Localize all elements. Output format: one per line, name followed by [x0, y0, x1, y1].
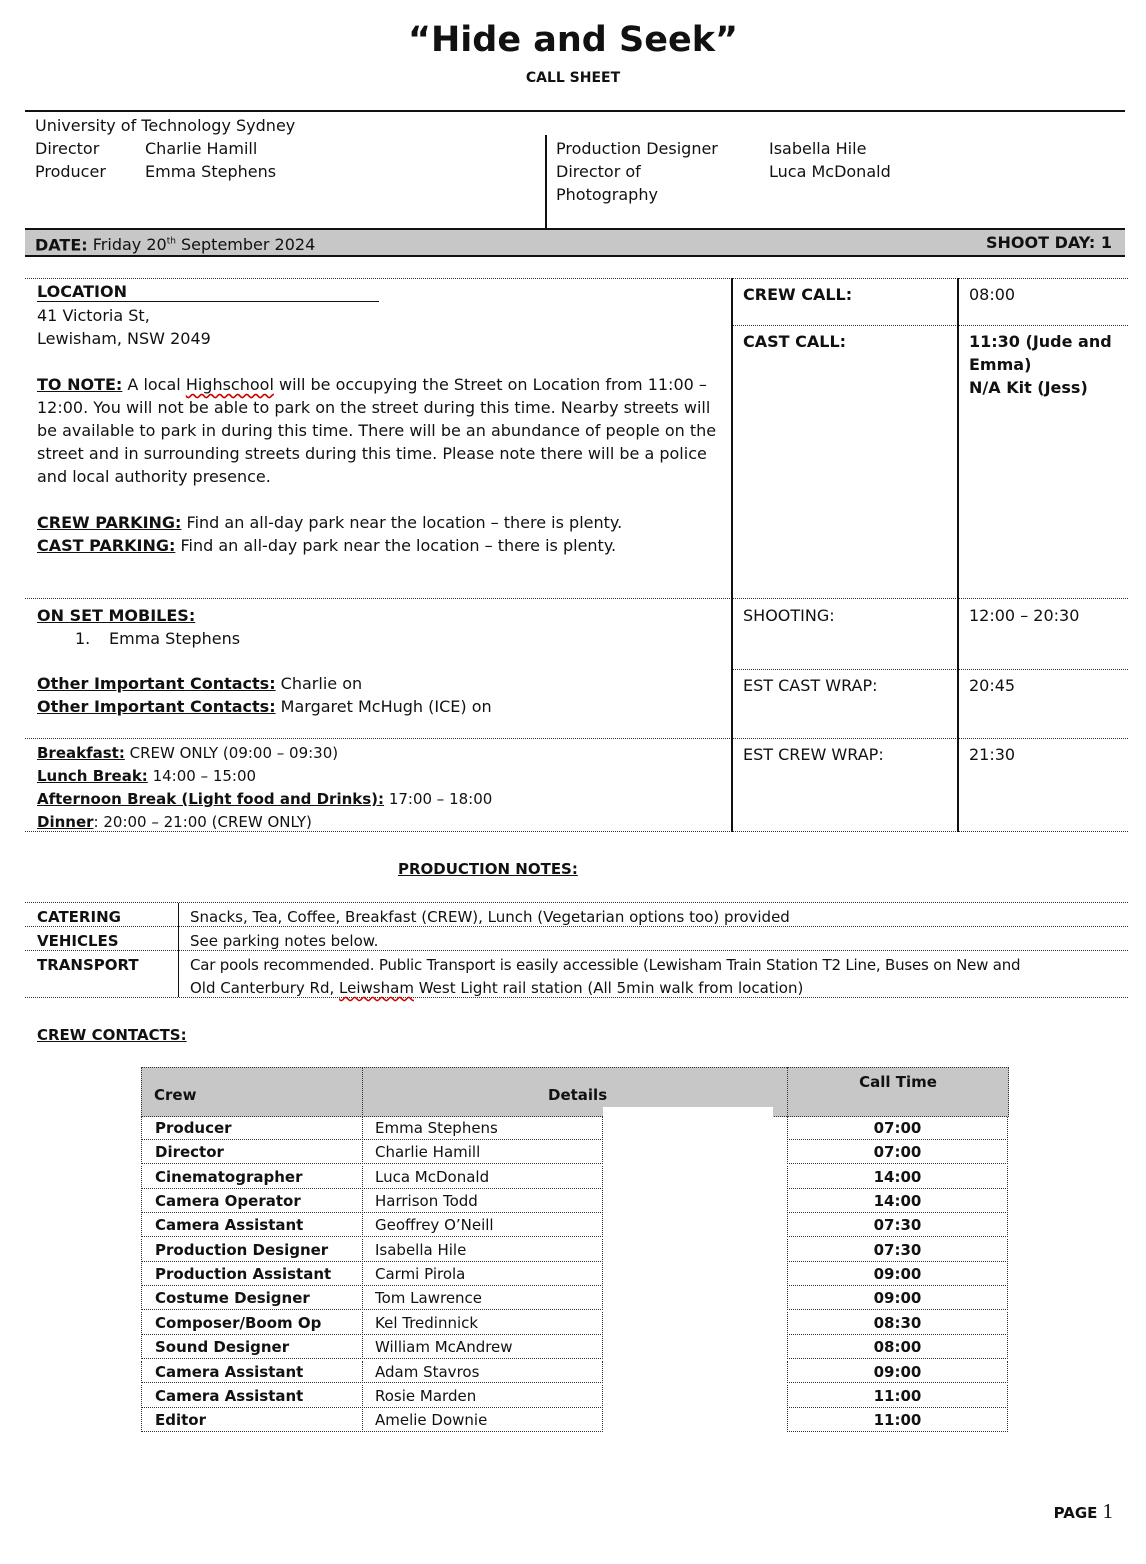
crew-role-cell: Costume Designer	[141, 1287, 363, 1310]
crew-call-time-cell: 07:00	[787, 1141, 1008, 1164]
important-contact-1: Other Important Contacts: Charlie on	[37, 674, 363, 693]
crew-role-cell: Sound Designer	[141, 1336, 363, 1359]
table-row	[0, 1190, 1146, 1214]
crew-name-cell: Kel Tredinnick	[362, 1312, 603, 1335]
crew-call-time-cell: 09:00	[787, 1287, 1008, 1310]
crew-wrap-value: 21:30	[969, 745, 1016, 764]
crew-col-line	[362, 1067, 363, 1117]
shooting-label: SHOOTING:	[743, 606, 835, 625]
grid-vline	[957, 278, 959, 832]
crew-wrap-label: EST CREW WRAP:	[743, 745, 884, 764]
crew-name-cell: Charlie Hamill	[362, 1141, 603, 1164]
shoot-date	[35, 231, 315, 256]
crew-role-cell: Camera Assistant	[141, 1385, 363, 1408]
location-address-2: Lewisham, NSW 2049	[37, 329, 211, 348]
crew-name-cell: William McAndrew	[362, 1336, 603, 1359]
designer-name: Isabella Hile	[769, 139, 867, 158]
grid-rule	[732, 669, 1128, 670]
cast-call-value-1: 11:30 (Jude and	[969, 332, 1112, 351]
catering-label: CATERING	[37, 908, 121, 926]
crew-name-cell: Amelie Downie	[362, 1409, 603, 1432]
table-row	[0, 1263, 1146, 1287]
crew-name-cell: Luca McDonald	[362, 1166, 603, 1189]
notes-vline	[178, 903, 179, 997]
cast-wrap-value: 20:45	[969, 676, 1016, 695]
crew-call-label: CREW CALL:	[743, 285, 853, 304]
location-heading: LOCATION	[37, 283, 379, 302]
production-notes-heading: PRODUCTION NOTES:	[398, 860, 578, 878]
page-number: 1	[1102, 1499, 1113, 1523]
crew-role-cell: Camera Assistant	[141, 1361, 363, 1384]
cast-call-value-3: N/A Kit (Jess)	[969, 378, 1088, 397]
crew-call-time-cell: 09:00	[787, 1263, 1008, 1286]
dop-name: Luca McDonald	[769, 162, 891, 181]
afternoon-break-line: Afternoon Break (Light food and Drinks): 17:00 – 18:00	[37, 790, 493, 808]
designer-role: Production Designer	[556, 139, 718, 158]
vehicles-label: VEHICLES	[37, 932, 119, 950]
grid-rule	[732, 325, 1128, 326]
mobiles-item: Emma Stephens	[109, 629, 241, 648]
crew-table-header-gap	[603, 1107, 773, 1117]
org-name: University of Technology Sydney	[35, 116, 296, 135]
mobiles-item-number: 1.	[75, 629, 91, 648]
table-row	[0, 1287, 1146, 1311]
table-row	[0, 1239, 1146, 1263]
crew-name-cell: Rosie Marden	[362, 1385, 603, 1408]
location-note: TO NOTE: A local Highschool will be occupying the Street on Location from 11:00 – 12:00. You will not be able to park on the street during this time. Nearby streets will be available to park in during this time. There will be an abundance of people on the street and in surrounding streets during this time. Please note there will be a police and local authority presence.	[37, 375, 717, 486]
table-row	[0, 1214, 1146, 1238]
crew-name-cell: Geoffrey O’Neill	[362, 1214, 603, 1237]
transport-label: TRANSPORT	[37, 956, 139, 974]
grid-vline	[731, 278, 733, 832]
table-row	[0, 1336, 1146, 1360]
producer-role: Producer	[35, 162, 106, 181]
director-name: Charlie Hamill	[145, 139, 258, 158]
table-row	[0, 1409, 1146, 1433]
table-row	[0, 1117, 1146, 1141]
page-footer	[1054, 1499, 1113, 1524]
important-contact-2: Other Important Contacts: Margaret McHugh (ICE) on	[37, 697, 492, 716]
crew-role-cell: Production Assistant	[141, 1263, 363, 1286]
crew-call-time-cell: 08:30	[787, 1312, 1008, 1335]
vehicles-value: See parking notes below.	[190, 932, 379, 950]
crew-parking: CREW PARKING: Find an all-day park near the location – there is plenty.	[37, 513, 623, 532]
crew-contacts-heading: CREW CONTACTS:	[37, 1026, 187, 1044]
producer-name: Emma Stephens	[145, 162, 277, 181]
call-time-col-header: Call Time	[859, 1073, 937, 1091]
crew-role-cell: Cinematographer	[141, 1166, 363, 1189]
crew-role-cell: Producer	[141, 1117, 363, 1140]
crew-call-time-cell: 11:00	[787, 1409, 1008, 1432]
crew-role-cell: Production Designer	[141, 1239, 363, 1262]
document-subtitle: CALL SHEET	[525, 70, 621, 86]
shooting-value: 12:00 – 20:30	[969, 606, 1080, 625]
director-role: Director	[35, 139, 100, 158]
transport-value-2: Old Canterbury Rd, Leiwsham West Light rail station (All 5min walk from location)	[190, 979, 804, 997]
crew-call-time-cell: 07:00	[787, 1117, 1008, 1140]
crew-call-time-cell: 14:00	[787, 1190, 1008, 1213]
dop-role: Director of Photography	[556, 162, 658, 204]
crew-name-cell: Adam Stavros	[362, 1361, 603, 1384]
shoot-day: SHOOT DAY: 1	[985, 233, 1112, 252]
details-col-header: Details	[548, 1086, 608, 1104]
crew-call-value: 08:00	[969, 285, 1016, 304]
crew-role-cell: Camera Assistant	[141, 1214, 363, 1237]
crew-call-time-cell: 08:00	[787, 1336, 1008, 1359]
mobiles-heading: ON SET MOBILES:	[37, 606, 196, 625]
crew-name-cell: Carmi Pirola	[362, 1263, 603, 1286]
crew-call-time-cell: 11:00	[787, 1385, 1008, 1408]
table-row	[0, 1361, 1146, 1385]
crew-name-cell: Harrison Todd	[362, 1190, 603, 1213]
grid-rule	[25, 278, 1128, 279]
page-label: PAGE	[1053, 1504, 1098, 1522]
document-title: “Hide and Seek”	[407, 20, 738, 60]
transport-value-1: Car pools recommended. Public Transport is easily accessible (Lewisham Train Station T2 Line, Buses on New and	[190, 956, 1021, 974]
grid-rule	[25, 598, 1128, 599]
header-top-rule	[25, 110, 1125, 112]
crew-role-cell: Director	[141, 1141, 363, 1164]
crew-role-cell: Editor	[141, 1409, 363, 1432]
crew-name-cell: Tom Lawrence	[362, 1287, 603, 1310]
dinner-line: Dinner: 20:00 – 21:00 (CREW ONLY)	[37, 813, 312, 831]
lunch-line: Lunch Break: 14:00 – 15:00	[37, 767, 257, 785]
location-address-1: 41 Victoria St,	[37, 306, 150, 325]
date-value: Friday 20th September 2024	[92, 235, 316, 255]
breakfast-line: Breakfast: CREW ONLY (09:00 – 09:30)	[37, 744, 339, 762]
cast-call-value-2: Emma)	[969, 355, 1032, 374]
crew-role-cell: Camera Operator	[141, 1190, 363, 1213]
table-row	[0, 1385, 1146, 1409]
catering-value: Snacks, Tea, Coffee, Breakfast (CREW), Lunch (Vegetarian options too) provided	[190, 908, 790, 926]
grid-rule	[25, 738, 1128, 739]
crew-call-time-cell: 09:00	[787, 1361, 1008, 1384]
notes-rule	[25, 902, 1128, 903]
table-row	[0, 1166, 1146, 1190]
cast-wrap-label: EST CAST WRAP:	[743, 676, 878, 695]
cast-call-label: CAST CALL:	[743, 332, 847, 351]
crew-call-time-cell: 07:30	[787, 1214, 1008, 1237]
table-row	[0, 1312, 1146, 1336]
crew-name-cell: Isabella Hile	[362, 1239, 603, 1262]
crew-name-cell: Emma Stephens	[362, 1117, 603, 1140]
crew-call-time-cell: 14:00	[787, 1166, 1008, 1189]
crew-col-header: Crew	[154, 1086, 197, 1104]
cast-parking: CAST PARKING: Find an all-day park near the location – there is plenty.	[37, 536, 617, 555]
crew-call-time-cell: 07:30	[787, 1239, 1008, 1262]
table-row	[0, 1141, 1146, 1165]
crew-role-cell: Composer/Boom Op	[141, 1312, 363, 1335]
date-label: DATE:	[35, 235, 88, 255]
